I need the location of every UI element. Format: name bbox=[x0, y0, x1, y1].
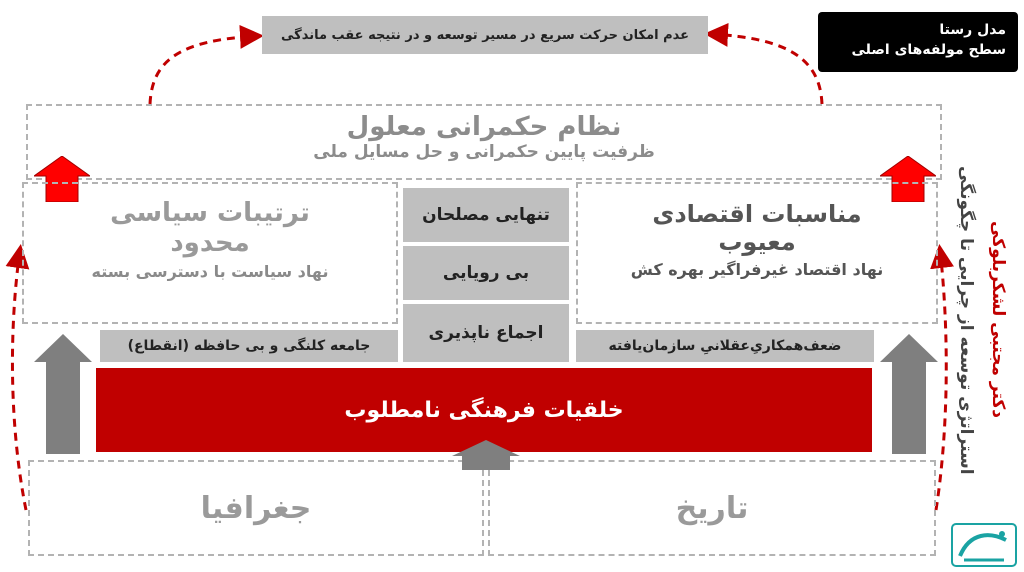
side-title: استراتژی توسعه از چرایی تا چگونگی bbox=[956, 165, 976, 475]
left-label: جامعه کلنگی و بی حافظه (انقطاع) bbox=[100, 330, 398, 362]
middle-item-1: تنهایی مصلحان bbox=[403, 188, 569, 242]
political-box bbox=[22, 182, 398, 324]
middle-item-3: اجماع ناپذیری bbox=[403, 304, 569, 362]
right-label: ضعف‌همکاریِ‌عقلانیِ سازمان‌یافته bbox=[576, 330, 874, 362]
model-label-box bbox=[818, 12, 1018, 72]
top-note: عدم امکان حرکت سریع در مسیر توسعه و در نتیجه عقب ماندگی bbox=[262, 16, 708, 54]
middle-item-2: بی رویایی bbox=[403, 246, 569, 300]
culture-bar: خلقیات فرهنگی نامطلوب bbox=[96, 368, 872, 452]
governance-box bbox=[26, 104, 942, 180]
history-label: تاریخ bbox=[675, 490, 749, 526]
center-gray-arrow bbox=[452, 440, 520, 470]
economic-box bbox=[576, 182, 938, 324]
top-left-dashed-arrow bbox=[150, 36, 258, 104]
political-title-2: محدود bbox=[170, 228, 250, 258]
governance-subtitle: ظرفیت پایین حکمرانی و حل مسایل ملی bbox=[313, 142, 655, 162]
political-subtitle: نهاد سیاست با دسترسی بسته bbox=[91, 262, 329, 281]
history-box bbox=[488, 460, 936, 556]
governance-title: نظام حکمرانی معلول bbox=[346, 112, 622, 142]
economic-subtitle: نهاد اقتصاد غیرفراگیر بهره کش bbox=[630, 260, 884, 279]
geography-box bbox=[28, 460, 484, 556]
geography-label: جغرافیا bbox=[200, 490, 312, 526]
model-level: سطح مولفه‌های اصلی bbox=[851, 42, 1006, 58]
economic-title-2: معیوب bbox=[718, 228, 796, 256]
side-author: دکتر مجتبی لشکربلوکی bbox=[988, 221, 1008, 419]
rasta-logo-icon bbox=[950, 522, 1018, 568]
model-name: مدل رستا bbox=[939, 22, 1006, 38]
right-gray-up-arrow bbox=[880, 334, 938, 454]
political-title: ترتیبات سیاسی bbox=[110, 198, 310, 228]
left-gray-up-arrow bbox=[34, 334, 92, 454]
economic-title: مناسبات اقتصادی bbox=[652, 200, 862, 228]
top-right-dashed-arrow bbox=[710, 34, 822, 104]
